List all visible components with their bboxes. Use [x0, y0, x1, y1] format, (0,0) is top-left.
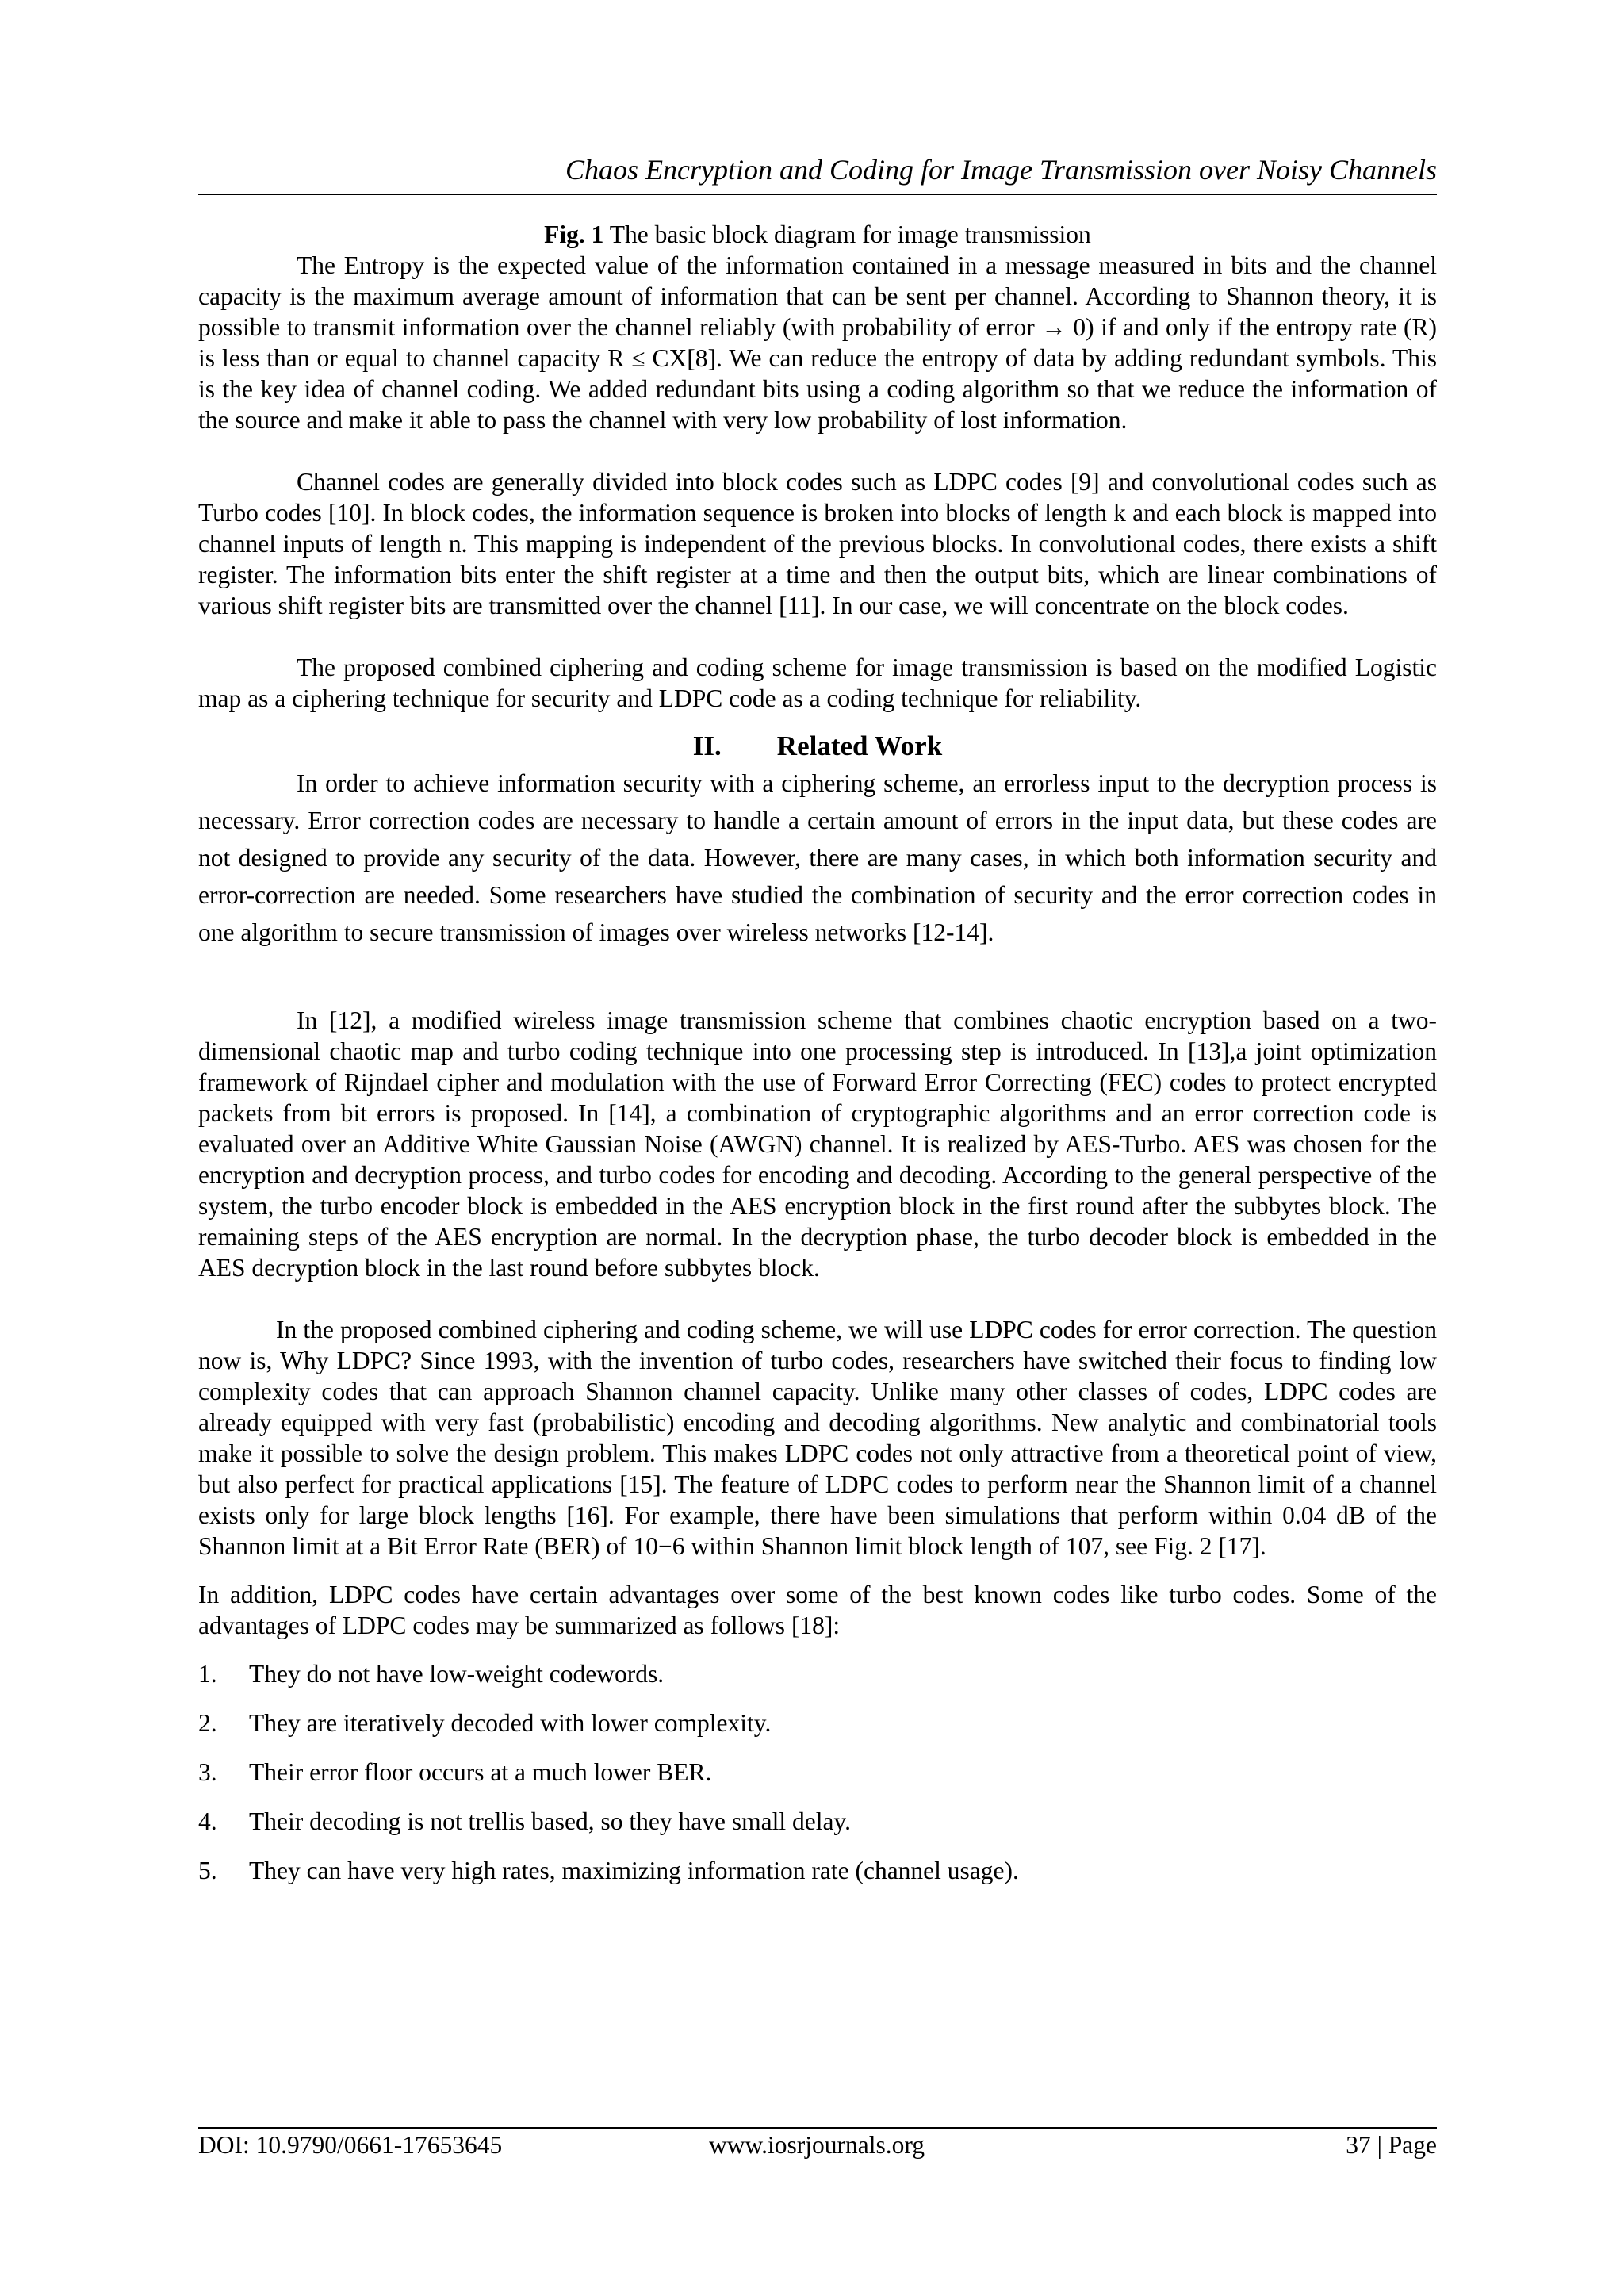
paragraph-spacer — [198, 1562, 1437, 1579]
paragraph-entropy: The Entropy is the expected value of the information contained in a message measured in bits and the channel capacity is the maximum average amount of information that can be sent per channel. According to Shannon theory, it is possible to transmit information over the channel reliably (with probability of error → 0) if and only if the entropy rate (R) is less than or equal to channel capacity R ≤ CX[8]. We can reduce the entropy of data by adding redundant symbols. This is the key idea of channel coding. We added redundant bits using a coding algorithm so that we reduce the information of the source and make it able to pass the channel with very low probability of lost information. — [198, 251, 1437, 434]
advantages-list — [198, 1658, 1437, 1886]
paragraph-spacer — [198, 951, 1437, 1005]
paragraph-proposed-scheme: The proposed combined ciphering and coding scheme for image transmission is based on the modified Logistic map as a ciphering technique for security and LDPC code as a coding technique for reliability. — [198, 654, 1437, 712]
list-item-number: 3. — [198, 1758, 217, 1786]
list-item — [198, 1806, 1437, 1837]
page — [198, 0, 1437, 2296]
figure-caption-text: The basic block diagram for image transmission — [603, 220, 1091, 248]
list-item-number: 5. — [198, 1857, 217, 1884]
list-item-text: Their error floor occurs at a much lower BER. — [249, 1758, 712, 1786]
header-rule — [198, 194, 1437, 195]
list-item-number: 2. — [198, 1709, 217, 1737]
paragraph-spacer — [198, 1283, 1437, 1314]
page-content — [198, 219, 1437, 1904]
footer-website: www.iosrjournals.org — [708, 2131, 925, 2159]
paragraph-related-in12: In [12], a modified wireless image transmission scheme that combines chaotic encryption based on a two-dimensional chaotic map and turbo coding technique into one processing step is introduced. In [13],a joint optimization framework of Rijndael cipher and modulation with the use of Forward Error Correcting (FEC) codes to protect encrypted packets from bit errors is proposed. In [14], a combination of cryptographic algorithms and an error correction code is evaluated over an Additive White Gaussian Noise (AWGN) channel. It is realized by AES-Turbo. AES was chosen for the encryption and decryption process, and turbo codes for encoding and decoding. According to the general perspective of the system, the turbo encoder block is embedded in the AES encryption block in the first round after the subbytes block. The remaining steps of the AES encryption are normal. In the decryption phase, the turbo decoder block is embedded in the AES decryption block in the last round before subbytes block. — [198, 1006, 1437, 1282]
list-item-text: They are iteratively decoded with lower complexity. — [249, 1709, 772, 1737]
footer-rule — [198, 2127, 1437, 2129]
footer-page-number: 37 | Page — [1346, 2131, 1437, 2159]
list-item — [198, 1855, 1437, 1886]
footer-doi: DOI: 10.9790/0661-17653645 — [198, 2131, 503, 2159]
list-item — [198, 1757, 1437, 1788]
figure-label: Fig. 1 — [544, 220, 604, 248]
list-item — [198, 1658, 1437, 1689]
paragraph-spacer — [198, 435, 1437, 466]
list-item-text: They can have very high rates, maximizing information rate (channel usage). — [249, 1857, 1019, 1884]
paragraph-advantages-intro: In addition, LDPC codes have certain advantages over some of the best known codes like turbo codes. Some of the advantages of LDPC codes may be summarized as follows [18]: — [198, 1581, 1437, 1639]
list-item-text: Their decoding is not trellis based, so they have small delay. — [249, 1807, 852, 1835]
list-item — [198, 1708, 1437, 1738]
section-heading — [198, 728, 1437, 765]
list-item-text: They do not have low-weight codewords. — [249, 1660, 665, 1688]
page-footer — [198, 2130, 1437, 2162]
running-header-title: Chaos Encryption and Coding for Image Transmission over Noisy Channels — [565, 154, 1437, 186]
section-number: II. — [692, 730, 722, 761]
list-item-number: 4. — [198, 1807, 217, 1835]
paragraph-spacer — [198, 621, 1437, 652]
paragraph-related-intro: In order to achieve information security with a ciphering scheme, an errorless input to the decryption process is necessary. Error correction codes are necessary to handle a certain amount of errors in the input data, but these codes are not designed to provide any security of the data. However, there are many cases, in which both information security and error-correction are needed. Some researchers have studied the combination of security and the error correction codes in one algorithm to secure transmission of images over wireless networks [12-14]. — [198, 769, 1437, 946]
paragraph-channel-codes: Channel codes are generally divided into block codes such as LDPC codes [9] and convolutional codes such as Turbo codes [10]. In block codes, the information sequence is broken into blocks of length k and each block is mapped into channel inputs of length n. This mapping is independent of the previous blocks. In convolutional codes, there exists a shift register. The information bits enter the shift register at a time and then the output bits, which are linear combinations of various shift register bits are transmitted over the channel [11]. In our case, we will concentrate on the block codes. — [198, 468, 1437, 619]
list-item-number: 1. — [198, 1660, 217, 1688]
paragraph-why-ldpc: In the proposed combined ciphering and coding scheme, we will use LDPC codes for error correction. The question now is, Why LDPC? Since 1993, with the invention of turbo codes, researchers have switched their focus to finding low complexity codes that can approach Shannon channel capacity. Unlike many other classes of codes, LDPC codes are already equipped with very fast (probabilistic) encoding and decoding algorithms. New analytic and combinatorial tools make it possible to solve the design problem. This makes LDPC codes not only attractive from a theoretical point of view, but also perfect for practical applications [15]. The feature of LDPC codes to perform near the Shannon limit of a channel exists only for large block lengths [16]. For example, there have been simulations that perform within 0.04 dB of the Shannon limit at a Bit Error Rate (BER) of 10−6 within Shannon limit block length of 107, see Fig. 2 [17]. — [198, 1316, 1437, 1560]
figure-caption — [198, 219, 1437, 250]
section-title: Related Work — [776, 730, 943, 761]
